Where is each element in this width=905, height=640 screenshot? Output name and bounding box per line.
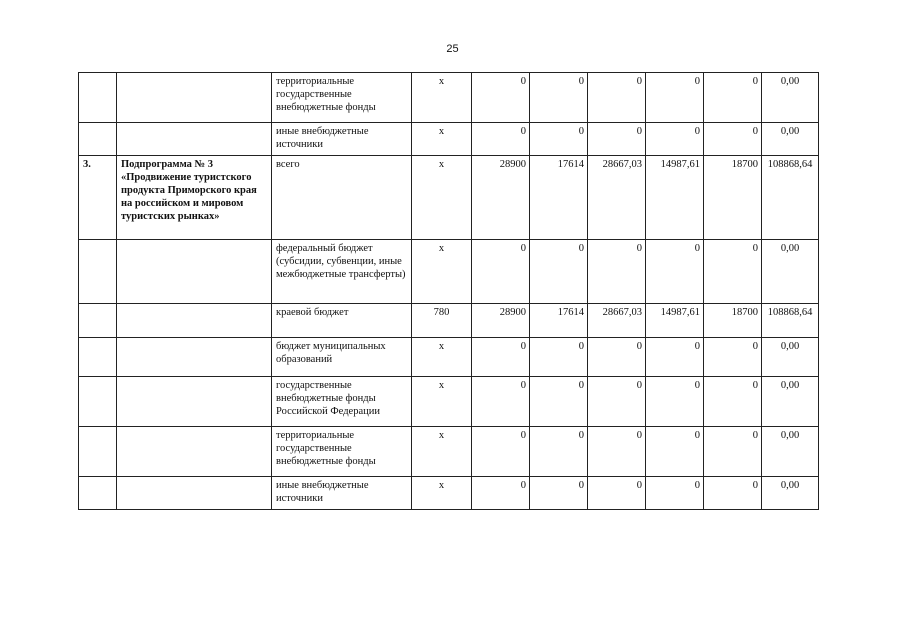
row-number xyxy=(79,73,117,123)
value-cell: 0 xyxy=(530,240,588,304)
funding-source: территориальные государственные внебюджетные фонды xyxy=(272,427,412,477)
program-name xyxy=(117,240,272,304)
row-number xyxy=(79,123,117,156)
value-cell: 0 xyxy=(646,338,704,377)
value-cell: 0 xyxy=(530,377,588,427)
value-cell: 0 xyxy=(588,377,646,427)
row-number xyxy=(79,477,117,510)
value-cell: 0 xyxy=(704,123,762,156)
table-row xyxy=(79,477,819,510)
value-cell: 0 xyxy=(704,427,762,477)
value-cell: 0 xyxy=(472,338,530,377)
code-cell: x xyxy=(412,73,472,123)
value-cell: 0 xyxy=(704,477,762,510)
funding-source: бюджет муниципальных образований xyxy=(272,338,412,377)
funding-source: федеральный бюджет (субсидии, субвенции, иные межбюджетные трансферты) xyxy=(272,240,412,304)
funding-source: краевой бюджет xyxy=(272,304,412,338)
value-cell: 14987,61 xyxy=(646,156,704,240)
code-cell: x xyxy=(412,156,472,240)
code-cell: x xyxy=(412,123,472,156)
value-cell: 0 xyxy=(646,377,704,427)
table-row xyxy=(79,73,819,123)
value-cell: 0 xyxy=(530,123,588,156)
value-cell: 0 xyxy=(530,73,588,123)
program-name xyxy=(117,304,272,338)
funding-table xyxy=(78,72,819,510)
value-cell: 0 xyxy=(588,73,646,123)
value-cell: 0 xyxy=(472,377,530,427)
table-row xyxy=(79,377,819,427)
value-cell: 0 xyxy=(530,338,588,377)
program-name xyxy=(117,477,272,510)
table-row xyxy=(79,427,819,477)
table-row xyxy=(79,304,819,338)
row-number xyxy=(79,304,117,338)
value-cell: 18700 xyxy=(704,304,762,338)
value-cell: 17614 xyxy=(530,156,588,240)
value-cell: 28900 xyxy=(472,304,530,338)
code-cell: x xyxy=(412,338,472,377)
value-cell: 0 xyxy=(704,338,762,377)
value-cell: 28667,03 xyxy=(588,156,646,240)
value-cell: 0 xyxy=(588,477,646,510)
value-cell: 0 xyxy=(704,240,762,304)
total-cell: 108868,64 xyxy=(762,304,819,338)
program-name xyxy=(117,377,272,427)
total-cell: 0,00 xyxy=(762,377,819,427)
value-cell: 0 xyxy=(588,240,646,304)
code-cell: x xyxy=(412,240,472,304)
program-name xyxy=(117,123,272,156)
total-cell: 0,00 xyxy=(762,477,819,510)
code-cell: x xyxy=(412,377,472,427)
value-cell: 18700 xyxy=(704,156,762,240)
value-cell: 0 xyxy=(472,477,530,510)
value-cell: 0 xyxy=(530,477,588,510)
value-cell: 0 xyxy=(646,123,704,156)
total-cell: 0,00 xyxy=(762,338,819,377)
code-cell: x xyxy=(412,477,472,510)
program-name xyxy=(117,73,272,123)
table-row xyxy=(79,123,819,156)
program-name xyxy=(117,338,272,377)
value-cell: 0 xyxy=(704,377,762,427)
value-cell: 28667,03 xyxy=(588,304,646,338)
code-cell: x xyxy=(412,427,472,477)
table-row xyxy=(79,338,819,377)
value-cell: 0 xyxy=(588,338,646,377)
table-row xyxy=(79,240,819,304)
total-cell: 108868,64 xyxy=(762,156,819,240)
value-cell: 0 xyxy=(646,240,704,304)
value-cell: 0 xyxy=(646,477,704,510)
program-name xyxy=(117,427,272,477)
value-cell: 0 xyxy=(530,427,588,477)
value-cell: 17614 xyxy=(530,304,588,338)
value-cell: 0 xyxy=(646,427,704,477)
row-number xyxy=(79,427,117,477)
table-row xyxy=(79,156,819,240)
funding-source: территориальные государственные внебюджетные фонды xyxy=(272,73,412,123)
value-cell: 0 xyxy=(646,73,704,123)
page-number: 25 xyxy=(446,43,459,55)
row-number xyxy=(79,338,117,377)
value-cell: 0 xyxy=(472,123,530,156)
total-cell: 0,00 xyxy=(762,123,819,156)
value-cell: 0 xyxy=(472,73,530,123)
row-number xyxy=(79,240,117,304)
value-cell: 0 xyxy=(588,123,646,156)
value-cell: 0 xyxy=(472,427,530,477)
value-cell: 0 xyxy=(472,240,530,304)
row-number: 3. xyxy=(79,156,117,240)
funding-source: всего xyxy=(272,156,412,240)
row-number xyxy=(79,377,117,427)
value-cell: 14987,61 xyxy=(646,304,704,338)
total-cell: 0,00 xyxy=(762,240,819,304)
funding-source: государственные внебюджетные фонды Российской Федерации xyxy=(272,377,412,427)
value-cell: 28900 xyxy=(472,156,530,240)
funding-source: иные внебюджетные источники xyxy=(272,123,412,156)
funding-source: иные внебюджетные источники xyxy=(272,477,412,510)
table-body xyxy=(79,73,819,510)
code-cell: 780 xyxy=(412,304,472,338)
program-name: Подпрограмма № 3 «Продвижение туристского продукта Приморского края на российском и мировом туристских рынках» xyxy=(117,156,272,240)
value-cell: 0 xyxy=(704,73,762,123)
total-cell: 0,00 xyxy=(762,427,819,477)
value-cell: 0 xyxy=(588,427,646,477)
total-cell: 0,00 xyxy=(762,73,819,123)
